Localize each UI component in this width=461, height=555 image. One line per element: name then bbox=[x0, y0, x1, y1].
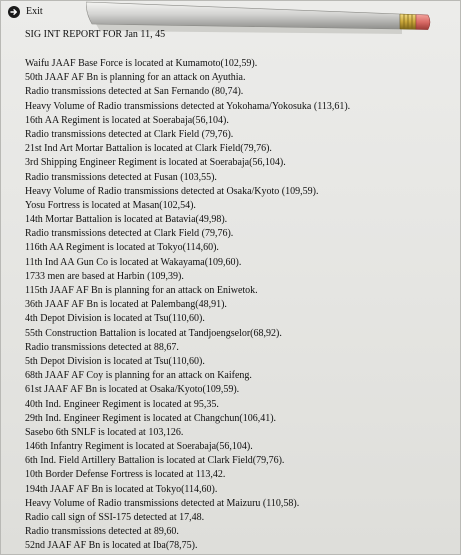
report-entry: 50th JAAF AF Bn is planning for an attack on Ayuthia. bbox=[25, 72, 246, 84]
exit-button[interactable] bbox=[8, 4, 43, 19]
report-list bbox=[25, 57, 350, 554]
report-entry: 14th Mortar Battalion is located at Batavia(49,98). bbox=[25, 214, 228, 226]
report-entry: 68th JAAF AF Coy is planning for an attack on Kaifeng. bbox=[25, 370, 252, 382]
exit-label: Exit bbox=[26, 6, 43, 17]
report-entry: 194th JAAF AF Bn is located at Tokyo(114,60). bbox=[25, 483, 218, 495]
report-entry: 21st Ind Art Mortar Battalion is located at Clark Field(79,76). bbox=[25, 143, 272, 155]
report-title: SIG INT REPORT FOR Jan 11, 45 bbox=[25, 29, 166, 40]
report-entry: Radio transmissions detected at Fusan (103,55). bbox=[25, 171, 217, 183]
report-entry: Radio transmissions detected at San Fernando (80,74). bbox=[25, 86, 244, 98]
report-entry: Waifu JAAF Base Force is located at Kumamoto(102,59). bbox=[25, 58, 258, 69]
report-entry: 29th Ind. Engineer Regiment is located at Changchun(106,41). bbox=[25, 412, 277, 424]
report-entry: 16th AA Regiment is located at Soerabaja(56,104). bbox=[25, 114, 229, 126]
report-entry: Radio transmissions detected at 89,60. bbox=[25, 526, 179, 538]
report-entry: 6th Ind. Field Artillery Battalion is located at Clark Field(79,76). bbox=[25, 455, 285, 467]
report-entry: 40th Ind. Engineer Regiment is located at 95,35. bbox=[25, 398, 219, 410]
report-entry: Yosu Fortress is located at Masan(102,54). bbox=[25, 199, 196, 211]
report-entry: Heavy Volume of Radio transmissions detected at Osaka/Kyoto (109,59). bbox=[25, 185, 319, 197]
report-entry: 10th Border Defense Fortress is located at 113,42. bbox=[25, 469, 226, 481]
report-entry: 5th Depot Division is located at Tsu(110,60). bbox=[25, 355, 205, 367]
report-entry: Sasebo 6th SNLF is located at 103,126. bbox=[25, 426, 184, 438]
report-entry: Radio transmissions detected at Clark Field (79,76). bbox=[25, 128, 234, 140]
report-entry: 116th AA Regiment is located at Tokyo(114,60). bbox=[25, 242, 219, 254]
report-entry: 55th Construction Battalion is located at Tandjoengselor(68,92). bbox=[25, 327, 282, 339]
report-entry: Radio call sign of SSI-175 detected at 17,48. bbox=[25, 512, 205, 523]
report-entry: 11th Ind AA Gun Co is located at Wakayama(109,60). bbox=[25, 256, 242, 268]
report-entry: 52nd JAAF AF Bn is located at Iba(78,75). bbox=[25, 540, 198, 552]
report-entry: 36th JAAF AF Bn is located at Palembang(48,91). bbox=[25, 299, 227, 311]
report-entry: Radio transmissions detected at 88,67. bbox=[25, 341, 179, 353]
report-entry: Heavy Volume of Radio transmissions detected at Maizuru (110,58). bbox=[25, 497, 300, 509]
report-entry: 4th Depot Division is located at Tsu(110,60). bbox=[25, 313, 205, 325]
report-entry: 61st JAAF AF Bn is located at Osaka/Kyoto(109,59). bbox=[25, 384, 240, 396]
report-entry: 1733 men are based at Harbin (109,39). bbox=[25, 270, 184, 282]
report-entry: Heavy Volume of Radio transmissions detected at Yokohama/Yokosuka (113,61). bbox=[25, 100, 351, 112]
report-entry: 3rd Shipping Engineer Regiment is located at Soerabaja(56,104). bbox=[25, 157, 286, 169]
report-entry: 146th Infantry Regiment is located at Soerabaja(56,104). bbox=[25, 441, 253, 453]
report-entry: Radio transmissions detected at Clark Field (79,76). bbox=[25, 228, 234, 240]
exit-arrow-icon bbox=[8, 6, 20, 18]
report-entry: 115th JAAF AF Bn is planning for an attack on Eniwetok. bbox=[25, 285, 258, 296]
